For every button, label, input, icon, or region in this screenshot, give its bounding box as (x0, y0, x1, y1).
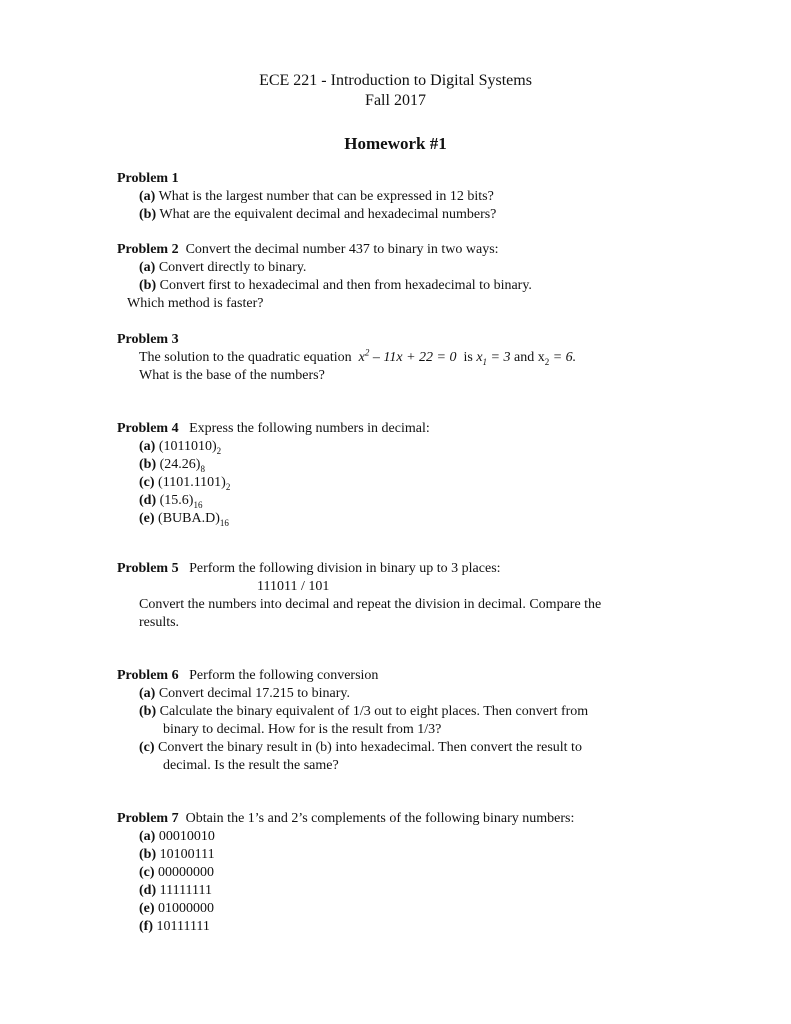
part-tag: (b) (139, 278, 157, 293)
part-text: Convert first to hexadecimal and then from hexadecimal to binary. (159, 278, 532, 293)
problem-4-heading (117, 420, 430, 438)
problem-7-item-b (139, 846, 215, 864)
item-tag: (a) (139, 829, 156, 844)
and-text: and x (513, 350, 545, 365)
part-tag: (c) (139, 740, 155, 755)
problem-2-label: Problem 2 (117, 242, 179, 257)
part-text: What are the equivalent decimal and hexadecimal numbers? (159, 207, 497, 222)
term: Fall 2017 (365, 92, 426, 109)
item-value: (15.6) (159, 493, 194, 508)
problem-2-part-a (139, 259, 306, 277)
x1-value: = 3 (490, 350, 511, 365)
item-tag: (f) (139, 919, 153, 934)
item-value: (1011010) (158, 439, 217, 454)
item-tag: (c) (139, 475, 155, 490)
x2-subscript: 2 (544, 356, 550, 367)
x1-subscript: 1 (482, 356, 488, 367)
problem-6-intro: Perform the following conversion (189, 668, 379, 683)
item-tag: (d) (139, 493, 157, 508)
item-value: 01000000 (158, 901, 215, 916)
problem-5-intro: Perform the following division in binary up to 3 places: (189, 561, 501, 576)
problem-5-heading (117, 560, 501, 578)
problem-6-part-a (139, 685, 350, 703)
problem-1-label: Problem 1 (117, 171, 179, 186)
item-base: 8 (200, 463, 205, 474)
part-text: What is the largest number that can be expressed in 12 bits? (158, 189, 494, 204)
problem-7-item-c (139, 864, 214, 882)
part-tag: (a) (139, 260, 156, 275)
item-value: 00010010 (158, 829, 215, 844)
problem-1-part-a (139, 188, 494, 206)
problem-4-intro: Express the following numbers in decimal: (189, 421, 430, 436)
item-value: (1101.1101) (158, 475, 226, 490)
problem-7-intro: Obtain the 1’s and 2’s complements of the following binary numbers: (185, 811, 575, 826)
item-base: 16 (219, 517, 229, 528)
item-tag: (e) (139, 511, 155, 526)
problem-5-expression: 111011 / 101 (257, 579, 330, 594)
problem-6-part-b-cont: binary to decimal. How for is the result from 1/3? (163, 722, 442, 737)
problem-3-label: Problem 3 (117, 332, 179, 347)
item-value: 10111111 (156, 919, 210, 934)
item-tag: (b) (139, 847, 157, 862)
course-title: ECE 221 - Introduction to Digital Systems (259, 72, 532, 89)
equation-x: x (358, 350, 365, 365)
problem-6-part-c (139, 739, 582, 757)
equation-rest: – 11x + 22 = 0 (372, 350, 457, 365)
problem-4-label: Problem 4 (117, 421, 179, 436)
x1-var: x (476, 350, 483, 365)
problem-6-part-c-cont: decimal. Is the result the same? (163, 758, 339, 773)
problem-4-item-e (139, 510, 229, 528)
equation-exponent: 2 (364, 347, 370, 358)
problem-1-part-b (139, 206, 496, 224)
problem-7-item-a (139, 828, 215, 846)
problem-5-line-2: results. (139, 615, 180, 630)
problem-4-item-b (139, 456, 205, 474)
part-text: Calculate the binary equivalent of 1/3 out to eight places. Then convert from (159, 704, 589, 719)
problem-7-heading (117, 810, 574, 828)
item-value: 10100111 (159, 847, 215, 862)
item-value: (BUBA.D) (158, 511, 220, 526)
problem-7-item-e (139, 900, 214, 918)
problem-7-item-f (139, 918, 210, 936)
problem-3-line-1 (139, 349, 576, 367)
item-tag: (a) (139, 439, 156, 454)
item-tag: (c) (139, 865, 155, 880)
part-text: Convert the binary result in (b) into hexadecimal. Then convert the result to (158, 740, 582, 755)
part-text: Convert decimal 17.215 to binary. (158, 686, 350, 701)
item-value: 11111111 (159, 883, 212, 898)
item-value: (24.26) (159, 457, 201, 472)
item-tag: (d) (139, 883, 157, 898)
problem-3-line-2: What is the base of the numbers? (139, 368, 325, 383)
problem-4-item-c (139, 474, 230, 492)
problem-5-label: Problem 5 (117, 561, 179, 576)
problem-6-part-b (139, 703, 588, 721)
is-text: is (463, 350, 473, 365)
problem-3-pre: The solution to the quadratic equation (139, 350, 352, 365)
problem-4-item-a (139, 438, 221, 456)
part-text: Convert directly to binary. (158, 260, 307, 275)
item-base: 16 (193, 499, 203, 510)
problem-7-label: Problem 7 (117, 811, 179, 826)
problem-6-label: Problem 6 (117, 668, 179, 683)
problem-5-line-1: Convert the numbers into decimal and repeat the division in decimal. Compare the (139, 597, 602, 612)
part-tag: (b) (139, 704, 157, 719)
part-tag: (a) (139, 189, 156, 204)
problem-4-item-d (139, 492, 202, 510)
problem-2-question: Which method is faster? (127, 296, 264, 311)
item-base: 2 (216, 445, 222, 456)
problem-6-heading (117, 667, 378, 685)
problem-7-item-d (139, 882, 212, 900)
item-base: 2 (225, 481, 231, 492)
page-title: Homework #1 (344, 134, 447, 153)
problem-2-part-b (139, 277, 532, 295)
part-tag: (b) (139, 207, 157, 222)
part-tag: (a) (139, 686, 156, 701)
problem-2-heading (117, 241, 499, 259)
x2-value: = 6. (552, 350, 577, 365)
item-tag: (e) (139, 901, 155, 916)
problem-2-intro: Convert the decimal number 437 to binary in two ways: (185, 242, 499, 257)
item-value: 00000000 (158, 865, 215, 880)
item-tag: (b) (139, 457, 157, 472)
